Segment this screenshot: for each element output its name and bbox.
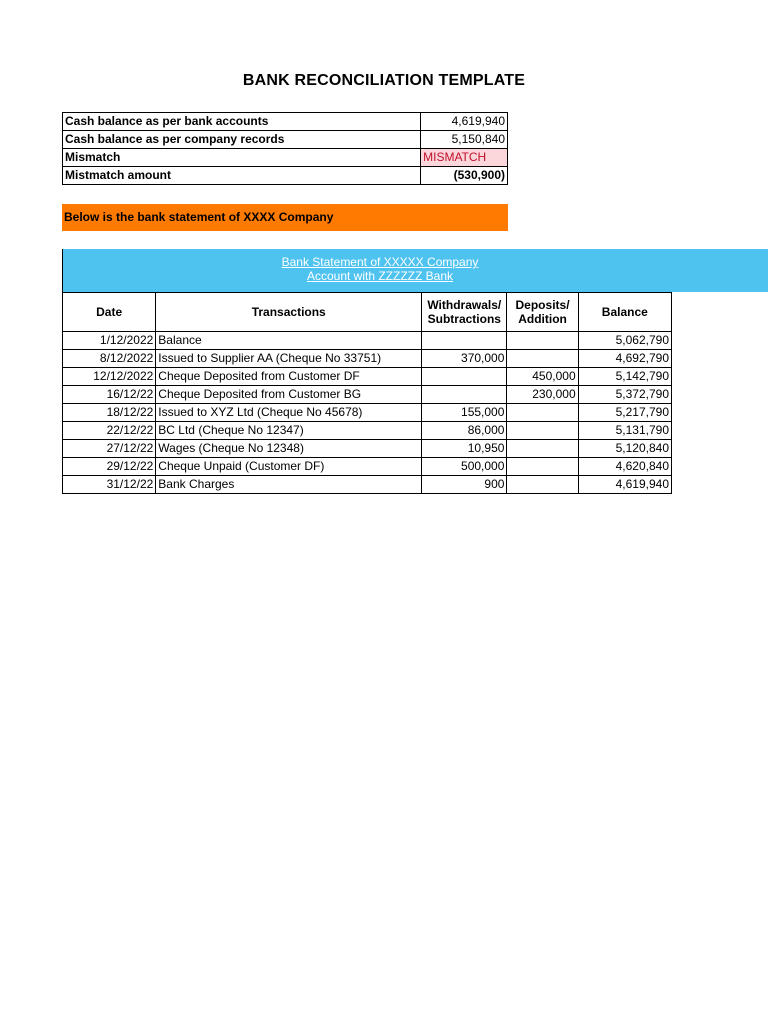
mismatch-flag: MISMATCH — [421, 149, 508, 167]
cell-balance: 5,131,790 — [578, 422, 671, 440]
header-date: Date — [63, 293, 156, 332]
table-row — [63, 368, 672, 386]
cell-date: 31/12/22 — [63, 476, 156, 494]
cell-transaction: Bank Charges — [156, 476, 422, 494]
table-row — [63, 458, 672, 476]
table-row — [63, 386, 672, 404]
table-row — [63, 440, 672, 458]
cell-balance: 5,062,790 — [578, 332, 671, 350]
summary-value: 5,150,840 — [421, 131, 508, 149]
cell-balance: 4,619,940 — [578, 476, 671, 494]
cell-withdrawal — [422, 386, 507, 404]
table-row — [63, 404, 672, 422]
cell-deposit — [507, 350, 578, 368]
summary-label: Mismatch — [63, 149, 421, 167]
cell-withdrawal — [422, 332, 507, 350]
summary-row-bank-balance — [63, 113, 508, 131]
cell-balance: 5,142,790 — [578, 368, 671, 386]
page-title: BANK RECONCILIATION TEMPLATE — [242, 72, 526, 89]
cell-withdrawal: 900 — [422, 476, 507, 494]
cell-date: 16/12/22 — [63, 386, 156, 404]
cell-transaction: Cheque Unpaid (Customer DF) — [156, 458, 422, 476]
cell-withdrawal — [422, 368, 507, 386]
cell-transaction: Issued to XYZ Ltd (Cheque No 45678) — [156, 404, 422, 422]
cell-transaction: Cheque Deposited from Customer DF — [156, 368, 422, 386]
table-row — [63, 350, 672, 368]
bank-statement-table — [62, 292, 672, 494]
table-row — [63, 476, 672, 494]
statement-title-line2: Account with ZZZZZZ Bank — [306, 269, 454, 283]
cell-deposit: 450,000 — [507, 368, 578, 386]
cell-deposit — [507, 404, 578, 422]
cell-transaction: Wages (Cheque No 12348) — [156, 440, 422, 458]
summary-value: 4,619,940 — [421, 113, 508, 131]
cell-transaction: Balance — [156, 332, 422, 350]
cell-date: 8/12/2022 — [63, 350, 156, 368]
cell-deposit: 230,000 — [507, 386, 578, 404]
summary-label: Cash balance as per company records — [63, 131, 421, 149]
cell-withdrawal: 155,000 — [422, 404, 507, 422]
cell-date: 29/12/22 — [63, 458, 156, 476]
statement-title-block — [62, 255, 768, 283]
summary-row-mismatch-amount — [63, 167, 508, 185]
cell-balance: 5,372,790 — [578, 386, 671, 404]
table-row — [63, 422, 672, 440]
cell-transaction: BC Ltd (Cheque No 12347) — [156, 422, 422, 440]
summary-label: Mistmatch amount — [63, 167, 421, 185]
cell-date: 27/12/22 — [63, 440, 156, 458]
summary-value: (530,900) — [421, 167, 508, 185]
cell-deposit — [507, 422, 578, 440]
cell-withdrawal: 500,000 — [422, 458, 507, 476]
header-balance: Balance — [578, 293, 671, 332]
summary-row-company-balance — [63, 131, 508, 149]
cell-deposit — [507, 476, 578, 494]
header-deposits: Deposits/ Addition — [507, 293, 578, 332]
cell-balance: 5,217,790 — [578, 404, 671, 422]
summary-row-mismatch — [63, 149, 508, 167]
summary-label: Cash balance as per bank accounts — [63, 113, 421, 131]
header-withdrawals: Withdrawals/ Subtractions — [422, 293, 507, 332]
cell-balance: 4,620,840 — [578, 458, 671, 476]
cell-date: 18/12/22 — [63, 404, 156, 422]
cell-withdrawal: 86,000 — [422, 422, 507, 440]
statement-header-row — [63, 293, 672, 332]
cell-transaction: Issued to Supplier AA (Cheque No 33751) — [156, 350, 422, 368]
cell-date: 1/12/2022 — [63, 332, 156, 350]
cell-deposit — [507, 440, 578, 458]
cell-withdrawal: 10,950 — [422, 440, 507, 458]
cell-deposit — [507, 332, 578, 350]
table-row — [63, 332, 672, 350]
cell-date: 22/12/22 — [63, 422, 156, 440]
statement-banner: Below is the bank statement of XXXX Company — [62, 204, 508, 231]
cell-deposit — [507, 458, 578, 476]
cell-date: 12/12/2022 — [63, 368, 156, 386]
cell-balance: 4,692,790 — [578, 350, 671, 368]
cell-transaction: Cheque Deposited from Customer BG — [156, 386, 422, 404]
statement-title-line1: Bank Statement of XXXXX Company — [281, 255, 479, 269]
cell-balance: 5,120,840 — [578, 440, 671, 458]
header-transactions: Transactions — [156, 293, 422, 332]
cell-withdrawal: 370,000 — [422, 350, 507, 368]
summary-table — [62, 112, 508, 185]
